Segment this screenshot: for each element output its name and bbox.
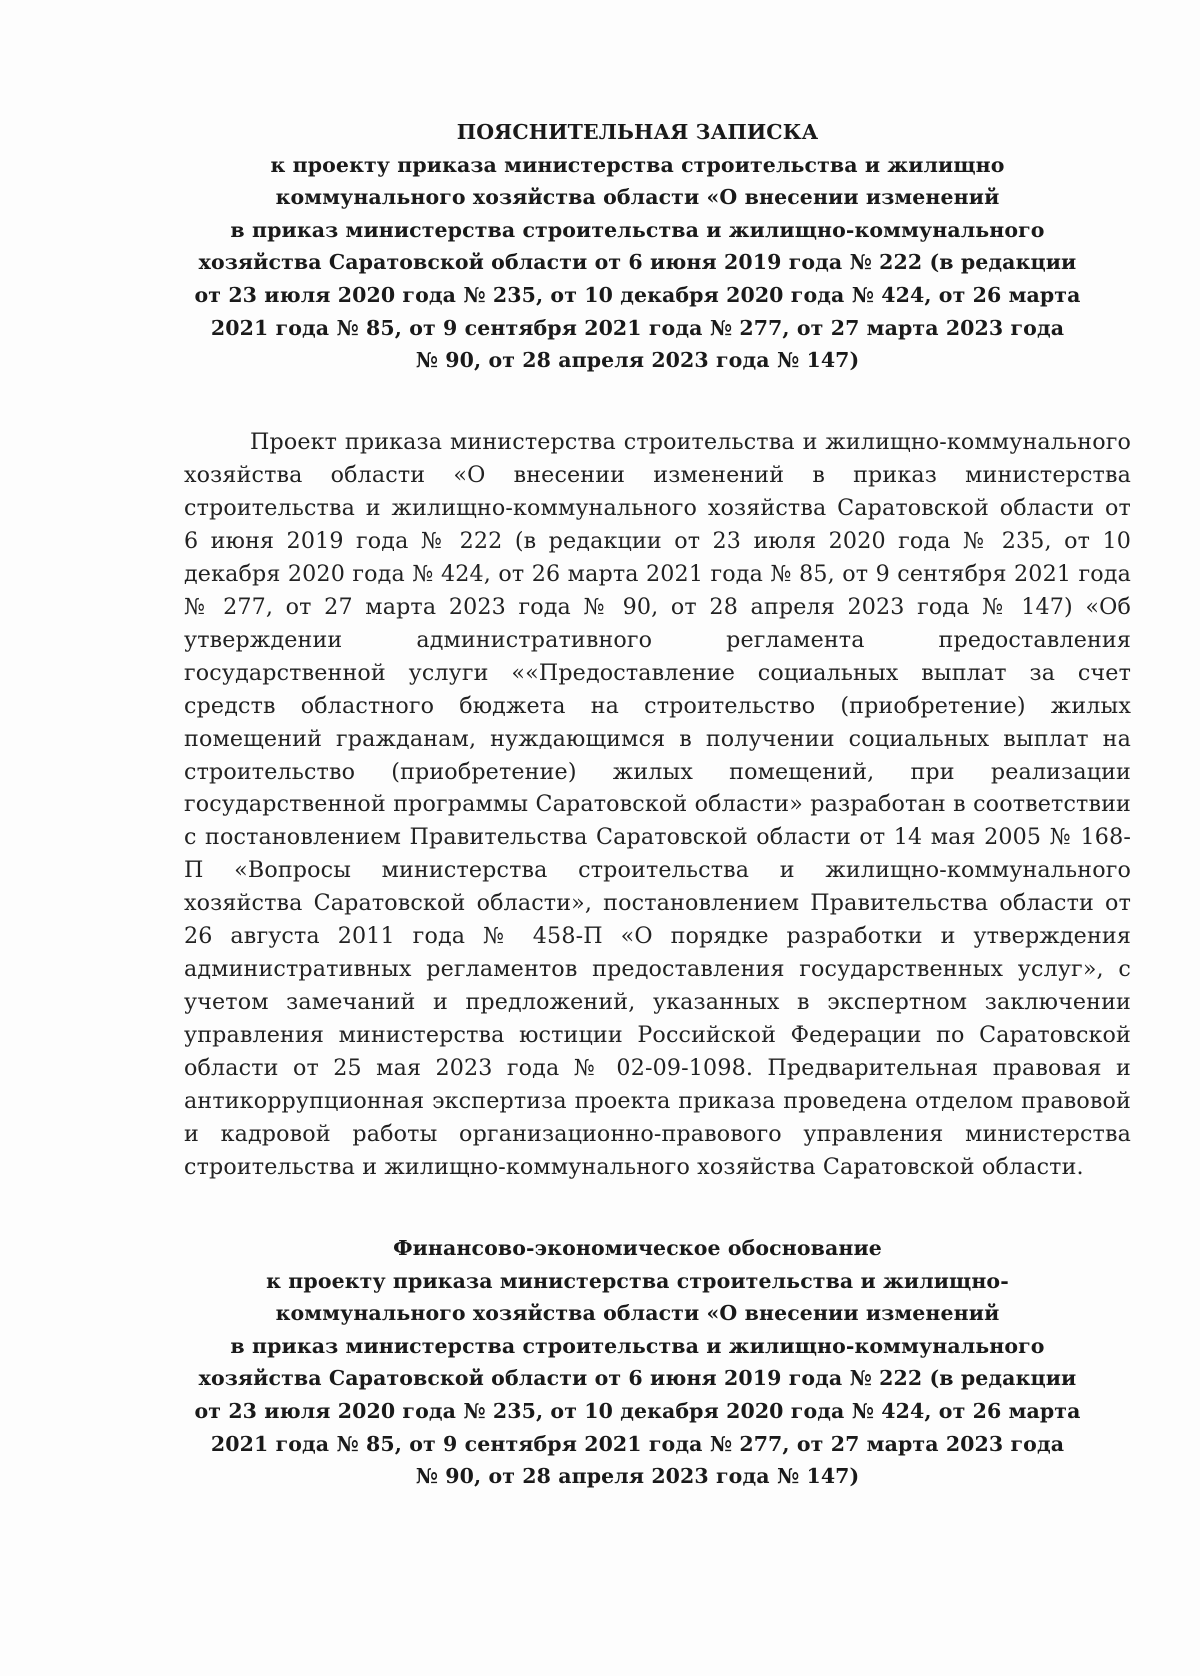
heading-line: хозяйства Саратовской области от 6 июня 2019 года № 222 (в редакции (198, 1366, 1077, 1391)
explanatory-note-heading (190, 116, 1085, 377)
heading-line: 2021 года № 85, от 9 сентября 2021 года № 277, от 27 марта 2023 года (210, 1431, 1065, 1456)
heading-line: № 90, от 28 апреля 2023 года № 147) (415, 348, 860, 373)
heading-line: к проекту приказа министерства строительства и жилищно (270, 152, 1005, 177)
heading-line: коммунального хозяйства области «О внесении изменений (275, 1301, 1000, 1326)
body-paragraph: Проект приказа министерства строительства и жилищно-коммунального хозяйства области «О внесении изменений в приказ министерства строительства и жилищно-коммунального хозяйства Саратовской области от 6 июня 2019 года № 222 (в редакции от 23 июля 2020 года № 235, от 10 декабря 2020 года № 424, от 26 марта 2021 года № 85, от 9 сентября 2021 года № 277, от 27 марта 2023 года № 90, от 28 апреля 2023 года № 147) «Об утверждении административного регламента предоставления государственной услуги ««Предоставление социальных выплат за счет средств областного бюджета на строительство (приобретение) жилых помещений гражданам, нуждающимся в получении социальных выплат на строительство (приобретение) жилых помещений, при реализации государственной программы Саратовской области» разработан в соответствии с постановлением Правительства Саратовской области от 14 мая 2005 № 168-П «Вопросы министерства строительства и жилищно-коммунального хозяйства Саратовской области», постановлением Правительства области от 26 августа 2011 года № 458-П «О порядке разработки и утверждения административных регламентов предоставления государственных услуг», с учетом замечаний и предложений, указанных в экспертном заключении управления министерства юстиции Российской Федерации по Саратовской области от 25 мая 2023 года № 02-09-1098. Предварительная правовая и антикоррупционная экспертиза проекта приказа проведена отделом правовой и кадровой работы организационно-правового управления министерства строительства и жилищно-коммунального хозяйства Саратовской области. (184, 429, 1131, 1180)
heading-line: к проекту приказа министерства строительства и жилищно- (266, 1268, 1009, 1293)
heading-line: в приказ министерства строительства и жилищно-коммунального (230, 1333, 1045, 1358)
heading-line: № 90, от 28 апреля 2023 года № 147) (415, 1464, 860, 1489)
heading-line: от 23 июля 2020 года № 235, от 10 декабря 2020 года № 424, от 26 марта (194, 282, 1081, 307)
heading-title: ПОЯСНИТЕЛЬНАЯ ЗАПИСКА (456, 120, 819, 144)
heading-line: хозяйства Саратовской области от 6 июня 2019 года № 222 (в редакции (198, 250, 1077, 275)
heading-line: коммунального хозяйства области «О внесении изменений (275, 185, 1000, 210)
heading-line: 2021 года № 85, от 9 сентября 2021 года № 277, от 27 марта 2023 года (210, 315, 1065, 340)
heading-title: Финансово-экономическое обоснование (393, 1236, 882, 1260)
heading-line: от 23 июля 2020 года № 235, от 10 декабря 2020 года № 424, от 26 марта (194, 1398, 1081, 1423)
heading-line: в приказ министерства строительства и жилищно-коммунального (230, 217, 1045, 242)
financial-justification-heading (190, 1232, 1085, 1493)
